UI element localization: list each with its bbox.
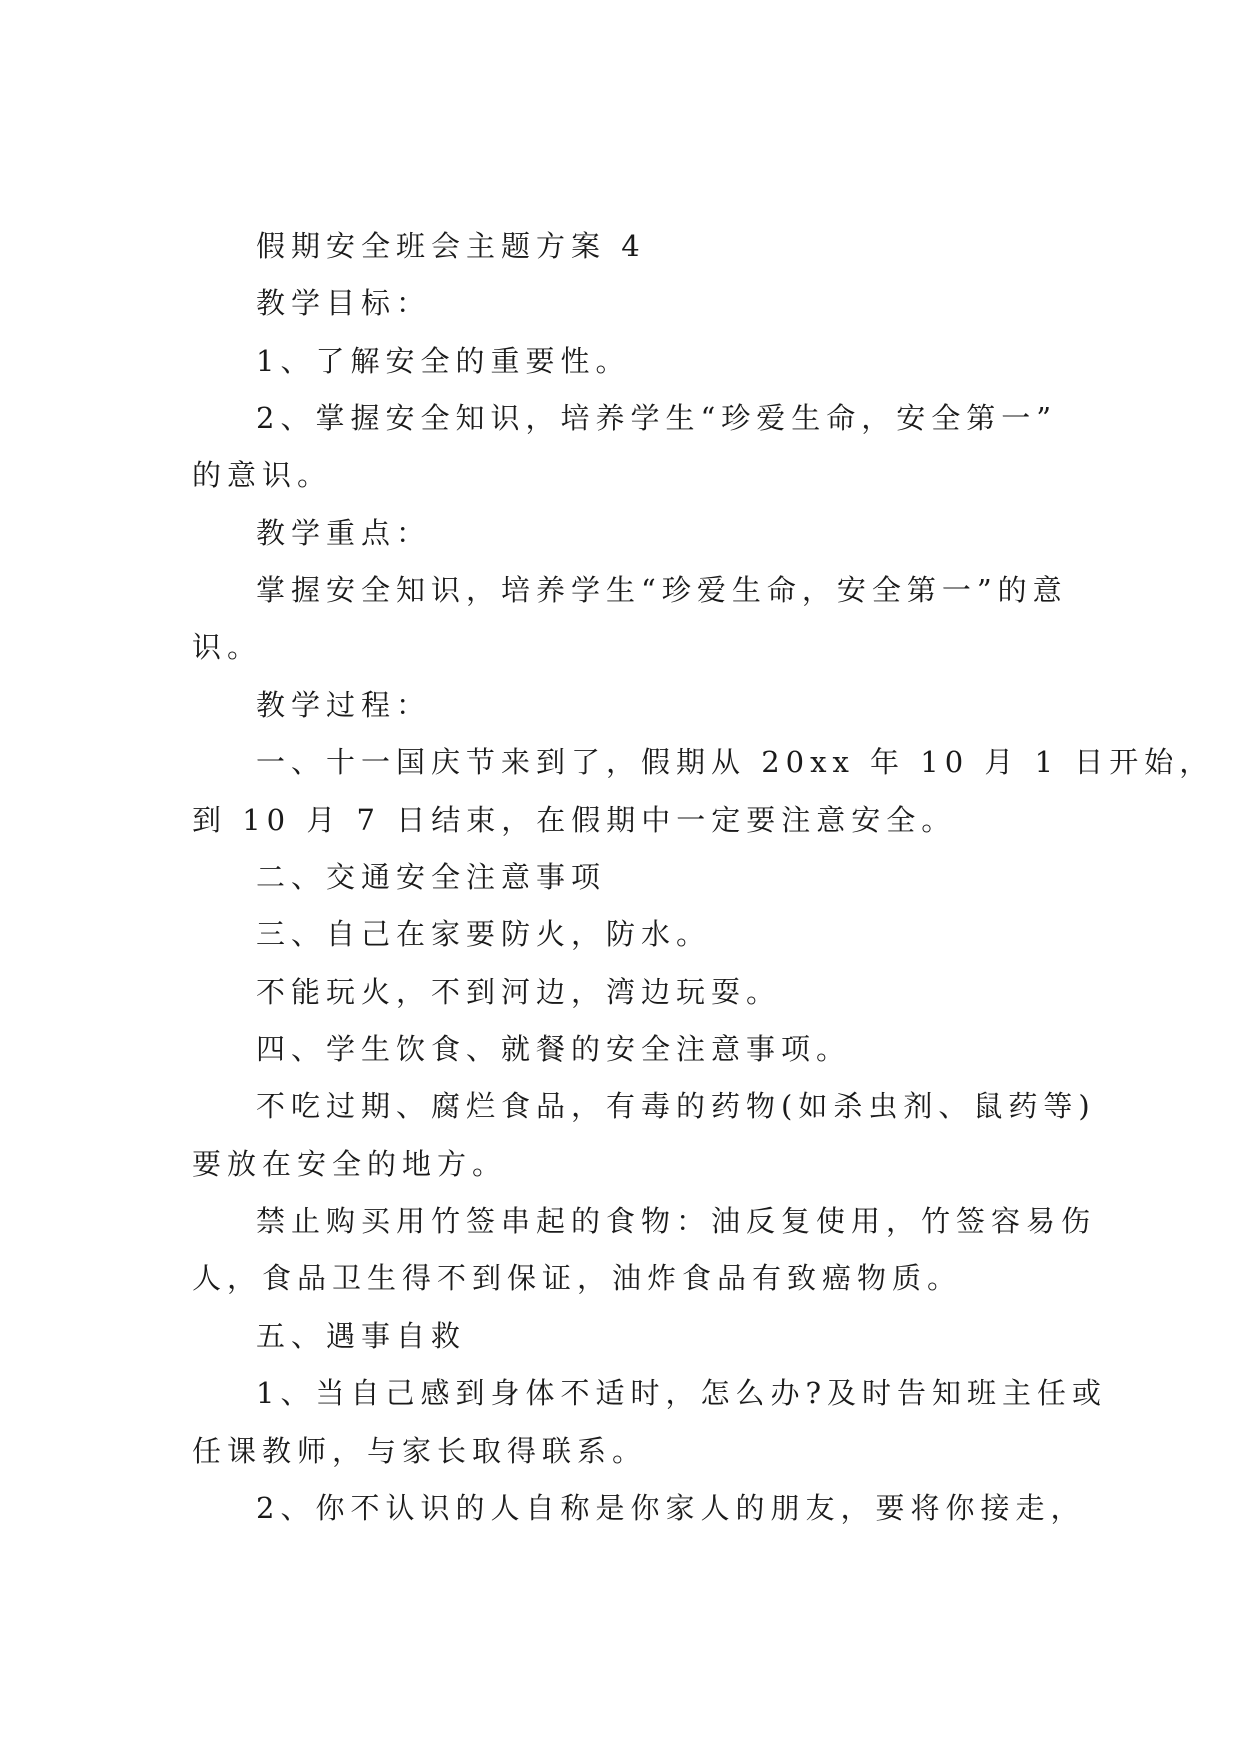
paragraph-line: 四、学生饮食、就餐的安全注意事项。 xyxy=(256,1032,852,1066)
paragraph-line: 识。 xyxy=(192,630,263,664)
paragraph-line: 不能玩火，不到河边，湾边玩耍。 xyxy=(256,975,782,1009)
heading-teaching-focus: 教学重点： xyxy=(256,516,432,550)
paragraph-line: 禁止购买用竹签串起的食物：油反复使用，竹签容易伤 xyxy=(256,1204,1097,1238)
paragraph-line: 2、掌握安全知识，培养学生“珍爱生命，安全第一” xyxy=(256,401,1058,435)
paragraph-line: 掌握安全知识，培养学生“珍爱生命，安全第一”的意 xyxy=(256,573,1068,607)
paragraph-line: 到 10 月 7 日结束，在假期中一定要注意安全。 xyxy=(192,803,957,837)
paragraph-line: 二、交通安全注意事项 xyxy=(256,860,607,894)
paragraph-line: 一、十一国庆节来到了，假期从 20xx 年 10 月 1 日开始， xyxy=(256,745,1215,779)
paragraph-line: 人，食品卫生得不到保证，油炸食品有致癌物质。 xyxy=(192,1261,963,1295)
paragraph-line: 的意识。 xyxy=(192,458,333,492)
heading-teaching-process: 教学过程： xyxy=(256,688,432,722)
paragraph-line: 三、自己在家要防火，防水。 xyxy=(256,917,712,951)
paragraph-line: 不吃过期、腐烂食品，有毒的药物(如杀虫剂、鼠药等) xyxy=(256,1089,1096,1123)
paragraph-line: 1、当自己感到身体不适时，怎么办?及时告知班主任或 xyxy=(256,1376,1107,1410)
paragraph-line: 2、你不认识的人自称是你家人的朋友，要将你接走， xyxy=(256,1491,1086,1525)
heading-teaching-goals: 教学目标： xyxy=(256,286,432,320)
paragraph-line: 要放在安全的地方。 xyxy=(192,1147,508,1181)
paragraph-line: 1、了解安全的重要性。 xyxy=(256,344,631,378)
document-title: 假期安全班会主题方案 4 xyxy=(256,229,646,263)
paragraph-line: 任课教师，与家长取得联系。 xyxy=(192,1434,648,1468)
paragraph-line: 五、遇事自救 xyxy=(256,1319,467,1353)
